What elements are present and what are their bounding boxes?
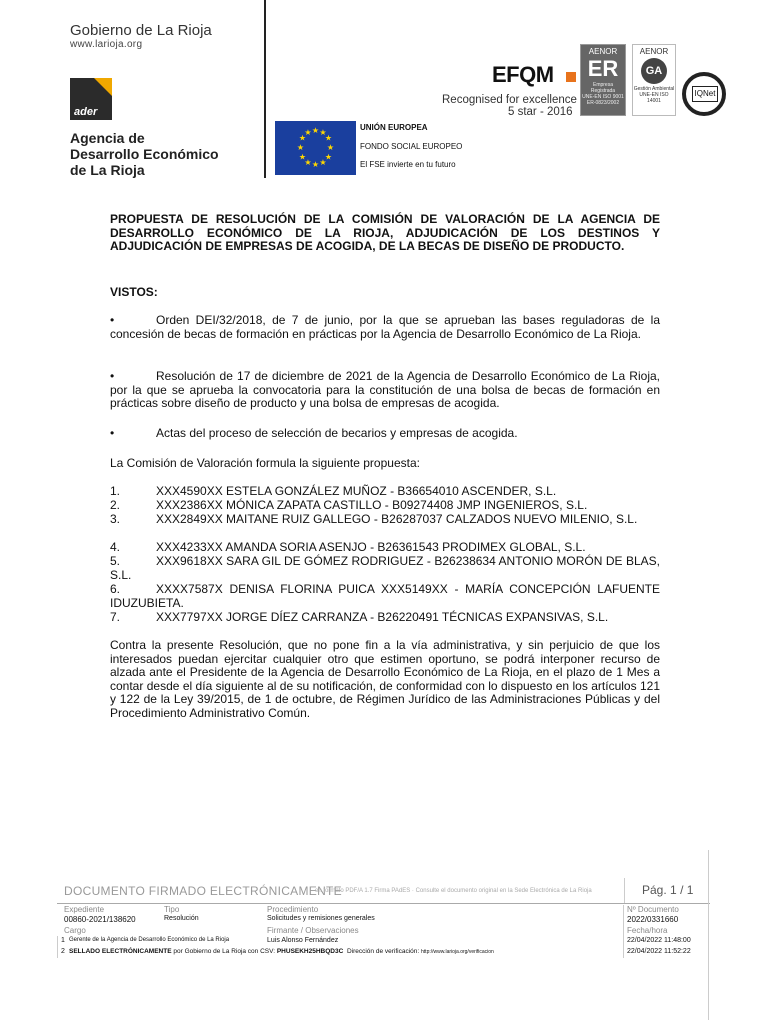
svg-text:★: ★: [319, 128, 327, 137]
col-expediente: Expediente: [64, 905, 105, 914]
agency-name: [70, 130, 219, 178]
page-total: 1: [686, 883, 694, 897]
item-text: XXX2386XX MÓNICA ZAPATA CASTILLO - B09274408 JMP INGENIEROS, S.L.: [156, 498, 588, 512]
eu-union-label: UNIÓN EUROPEA: [360, 123, 428, 132]
item-text: XXXX7587X DENISA FLORINA PUICA XXX5149XX - MARÍA CONCEPCIÓN LAFUENTE IDUZUBIETA.: [110, 582, 660, 610]
agency-line-3: de La Rioja: [70, 162, 145, 178]
gov-title: Gobierno de La Rioja: [70, 22, 212, 39]
item-number: 2.: [110, 498, 121, 512]
bullet: •: [110, 313, 115, 327]
item-text: XXX9618XX SARA GIL DE GÓMEZ RODRIGUEZ - B26238634 ANTONIO MORÓN DE BLAS, S.L.: [110, 554, 660, 582]
efqm-recognised: Recognised for excellence: [442, 94, 577, 106]
svg-text:★: ★: [298, 133, 307, 143]
tipo-value: Resolución: [164, 915, 199, 922]
item-text: XXX4233XX AMANDA SORIA ASENJO - B26361543 PRODIMEX GLOBAL, S.L.: [156, 540, 586, 554]
gov-url: www.larioja.org: [70, 39, 143, 50]
proposal-item-7: [110, 611, 660, 625]
vistos-item-3: [110, 427, 660, 441]
vistos-text-1: Orden DEI/32/2018, de 7 de junio, por la que se aprueban las bases reguladoras de la concesión de becas de formación en prácticas por la Agencia de Desarrollo Económico de La Rioja.: [110, 313, 660, 341]
col-tipo: Tipo: [164, 905, 180, 914]
aenor-er-mark: ER: [587, 56, 619, 81]
aenor-ga-sub: Gestión Ambiental: [633, 86, 675, 92]
ader-logo: [70, 78, 112, 120]
aenor-ga-badge: [632, 44, 676, 116]
proposal-item-1: [110, 485, 660, 499]
agency-line-1: Agencia de: [70, 130, 145, 146]
sig1-cargo: Gerente de la Agencia de Desarrollo Económico de La Rioja: [69, 937, 230, 943]
closing-paragraph: Contra la presente Resolución, que no pone fin a la vía administrativa, y sin perjuicio de que los interesados puedan ejercitar cualquier otro que estimen oportuno, se podrá interponer recurso de alzada ante el Presidente de la Agencia de Desarrollo Económico de La Rioja, en el plazo de 1 Mes a contar desde el día siguiente al de su notificación, de conformidad con lo dispuesto en los artículos 121 y 122 de la Ley 39/2015, de 1 de octubre, de Régimen Jurídico de las Administraciones Públicas y del Procedimiento Administrativo Común.: [110, 638, 660, 720]
eu-flag-icon: [275, 121, 356, 175]
sig1-date: 22/04/2022 11:48:00: [627, 937, 691, 944]
sig2-dir: Dirección de verificación:: [346, 948, 420, 955]
efqm-square-icon: [566, 72, 576, 82]
sig2-date: 22/04/2022 11:52:22: [627, 948, 691, 955]
iqnet-seal: [682, 72, 726, 116]
signed-label: DOCUMENTO FIRMADO ELECTRÓNICAMENTE: [64, 884, 342, 898]
col-firmante: Firmante / Observaciones: [267, 926, 359, 935]
svg-text:★: ★: [304, 128, 312, 137]
svg-text:★: ★: [324, 152, 333, 162]
item-number: 1.: [110, 484, 121, 498]
right-margin-rule: [708, 850, 709, 1020]
sig1-name: Luis Alonso Fernández: [267, 937, 339, 944]
vistos-heading: VISTOS:: [110, 285, 158, 299]
expediente-value: 00860-2021/138620: [64, 915, 136, 924]
vistos-text-3: Actas del proceso de selección de becarios y empresas de acogida.: [156, 426, 518, 440]
vistos-item-2: [110, 370, 660, 411]
page-number: 1: [670, 883, 677, 897]
svg-text:★: ★: [298, 152, 307, 162]
aenor-ga-code: UNE-EN ISO 14001: [639, 92, 669, 104]
proposal-intro: La Comisión de Valoración formula la siguiente propuesta:: [110, 456, 420, 470]
item-text: XXX4590XX ESTELA GONZÁLEZ MUÑOZ - B36654010 ASCENDER, S.L.: [156, 484, 557, 498]
aenor-ga-mark: GA: [641, 58, 667, 84]
item-number: 5.: [110, 554, 121, 568]
item-number: 6.: [110, 582, 121, 596]
sig2-bold: SELLADO ELECTRÓNICAMENTE: [69, 948, 172, 955]
item-text: XXX7797XX JORGE DÍEZ CARRANZA - B26220491 TÉCNICAS EXPANSIVAS, S.L.: [156, 610, 609, 624]
proposal-item-2: [110, 499, 660, 513]
sig2-csv: PHUSEKH25HBQD3C: [276, 948, 344, 955]
eu-fund-label: FONDO SOCIAL EUROPEO: [360, 142, 463, 151]
sig-index: 1: [61, 937, 65, 944]
procedimiento-value: Solicitudes y remisiones generales: [267, 915, 375, 922]
bullet: •: [110, 426, 115, 440]
eu-stars-icon: [275, 121, 356, 175]
signature-header: [57, 878, 710, 904]
item-number: 3.: [110, 512, 121, 526]
page-separator: /: [680, 883, 684, 897]
aenor-er-sub: Empresa Registrada: [590, 82, 616, 94]
svg-text:★: ★: [311, 126, 320, 135]
vistos-item-1: [110, 314, 660, 341]
signature-block: [57, 878, 710, 960]
aenor-er-badge: [580, 44, 626, 116]
page-label: Pág.: [642, 883, 667, 897]
verification-link[interactable]: http://www.larioja.org/verificacion: [421, 949, 494, 955]
ader-logo-triangle: [94, 78, 112, 96]
col-procedimiento: Procedimiento: [267, 905, 319, 914]
col-cargo: Cargo: [64, 926, 86, 935]
row-rule: [57, 936, 58, 958]
sig-index: 2: [61, 948, 65, 955]
item-number: 7.: [110, 610, 121, 624]
aenor-ga-head: AENOR: [639, 47, 669, 56]
col-fecha: Fecha/hora: [627, 926, 668, 935]
efqm-logo: EFQM: [492, 62, 554, 87]
header-divider: [264, 0, 266, 178]
bullet: •: [110, 369, 115, 383]
svg-text:★: ★: [296, 143, 305, 152]
svg-text:★: ★: [326, 143, 335, 152]
aenor-er-head: AENOR: [588, 47, 618, 56]
svg-text:★: ★: [324, 133, 333, 143]
signed-note: en formato PDF/A 1.7 Firma PAdES · Consulte el documento original en la Sede Electrónica de La Rioja: [315, 888, 592, 894]
page-divider: [624, 878, 625, 903]
document-title: PROPUESTA DE RESOLUCIÓN DE LA COMISIÓN DE VALORACIÓN DE LA AGENCIA DE DESARROLLO ECONÓMICO DE LA RIOJA, ADJUDICACIÓN DE LOS DESTINOS Y ADJUDICACIÓN DE EMPRESAS DE ACOGIDA, DE LA BECAS DE DISEÑO DE PRODUCTO.: [110, 212, 660, 253]
proposal-item-4: [110, 541, 660, 555]
proposal-item-3: [110, 513, 660, 527]
ader-logo-text: ader: [74, 106, 98, 118]
sig2-text: [69, 948, 494, 955]
aenor-er-code: UNE-EN ISO 9001 ER-0823/2002: [582, 94, 624, 106]
col-ndoc: Nº Documento: [627, 905, 679, 914]
sig2-mid: por Gobierno de La Rioja con CSV:: [173, 948, 276, 955]
proposal-item-6: [110, 583, 660, 610]
item-number: 4.: [110, 540, 121, 554]
efqm-stars: 5 star - 2016: [508, 106, 573, 118]
col-rule: [623, 905, 624, 958]
page-indicator: [642, 883, 693, 897]
eu-tagline: El FSE invierte en tu futuro: [360, 160, 456, 169]
ndoc-value: 2022/0331660: [627, 915, 679, 924]
svg-text:★: ★: [304, 158, 312, 167]
agency-line-2: Desarrollo Económico: [70, 146, 219, 162]
vistos-text-2: Resolución de 17 de diciembre de 2021 de la Agencia de Desarrollo Económico de La Rioja, por la que se aprueba la convocatoria para la constitución de una bolsa de becas de formación en prácticas sobre diseño de producto y una bolsa de empresas de acogida.: [110, 369, 660, 410]
item-text: XXX2849XX MAITANE RUIZ GALLEGO - B26287037 CALZADOS NUEVO MILENIO, S.L.: [156, 512, 638, 526]
proposal-item-5: [110, 555, 660, 582]
iqnet-label: IQNet: [692, 86, 718, 102]
svg-text:★: ★: [319, 158, 327, 167]
svg-text:★: ★: [311, 160, 320, 169]
